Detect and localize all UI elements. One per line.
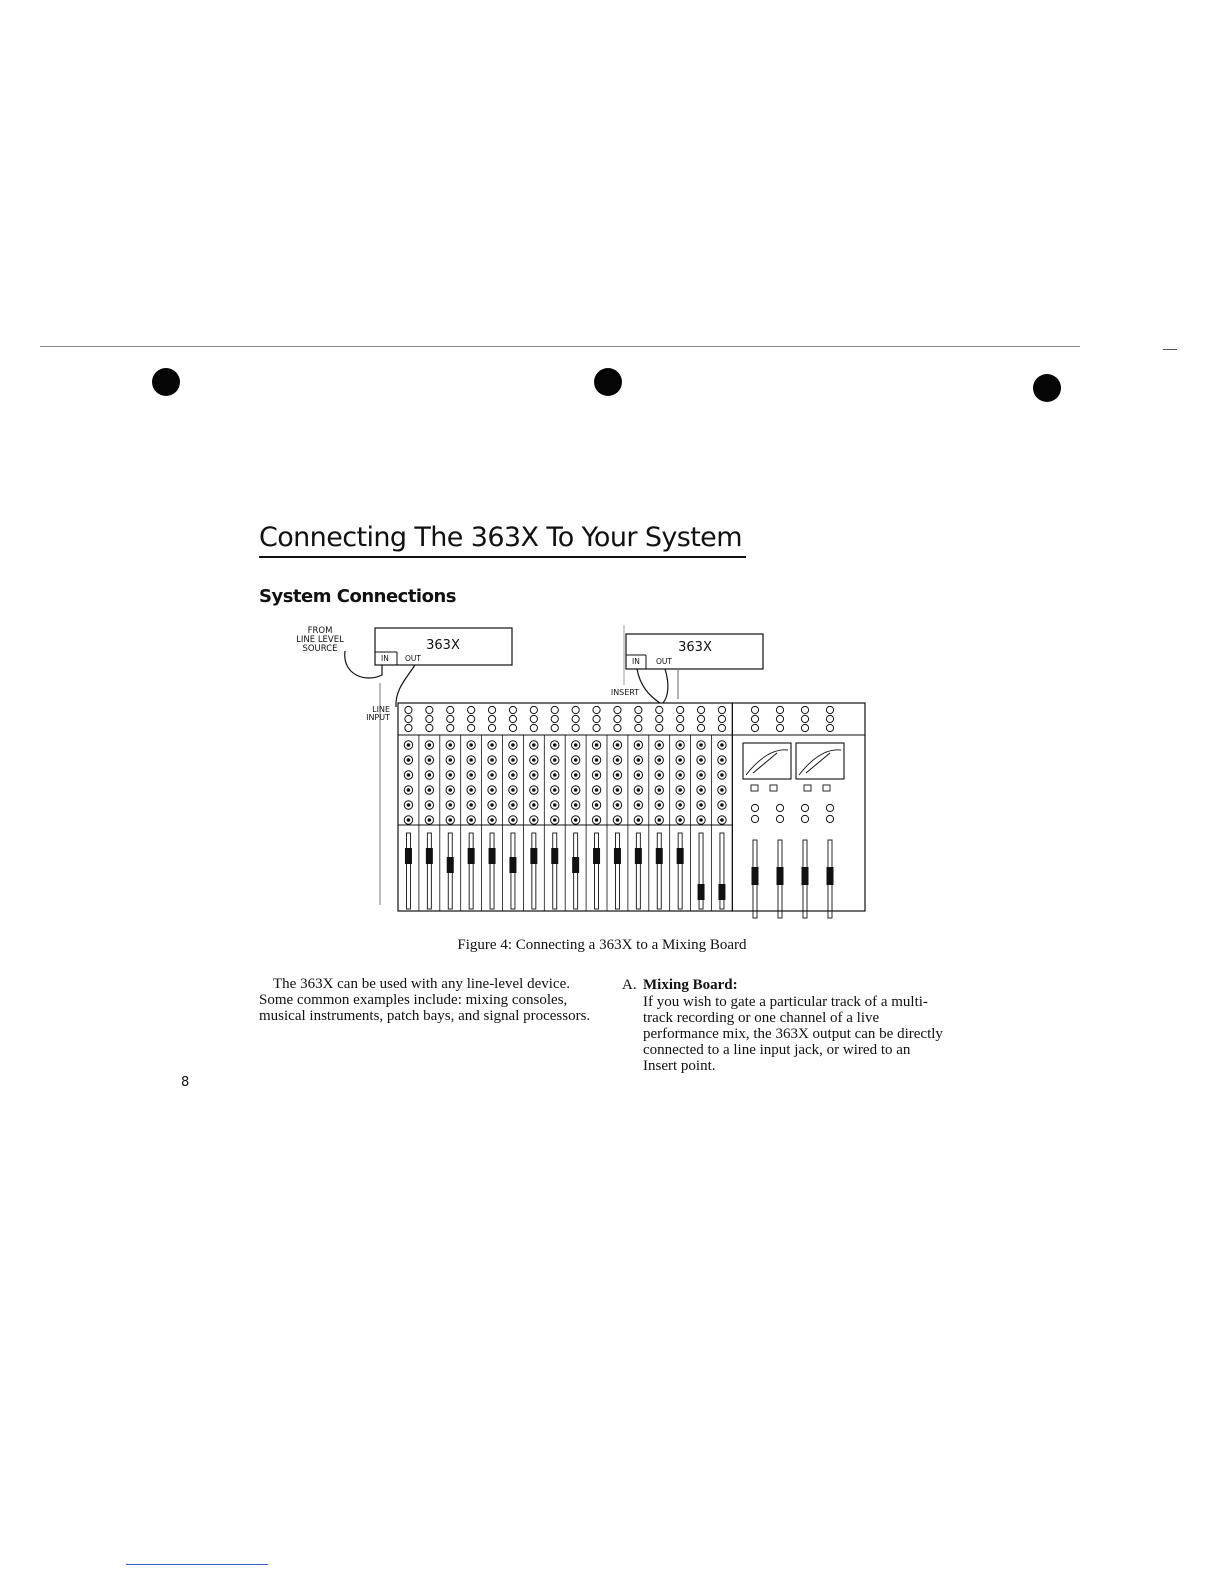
fader-cap	[405, 848, 412, 864]
fader-cap	[509, 857, 516, 873]
list-body: If you wish to gate a particular track of a multi-track recording or one channel of a live performance mix, the 363X output can be directly connected to a line input jack, or wired to an Insert point.	[643, 994, 943, 1074]
jack-circle	[677, 724, 684, 731]
meter-scale	[799, 750, 841, 775]
knob-center	[407, 773, 411, 777]
knob-center	[553, 743, 557, 747]
knob-center	[678, 803, 682, 807]
jack-circle	[530, 724, 537, 731]
fader-slot	[636, 833, 640, 909]
jack-circle	[551, 706, 558, 713]
source-label: LINE LEVEL	[296, 635, 344, 645]
knob-center	[637, 788, 641, 792]
jack-circle	[751, 724, 758, 731]
knob-center	[595, 758, 599, 762]
fader-cap	[468, 848, 475, 864]
fader-slot	[678, 833, 682, 909]
knob-center	[490, 788, 494, 792]
master-knob	[801, 815, 808, 822]
jack-circle	[488, 724, 495, 731]
jack-circle	[447, 724, 454, 731]
jack-circle	[801, 724, 808, 731]
knob-center	[657, 818, 661, 822]
knob-center	[407, 743, 411, 747]
unit-out-label-right: OUT	[656, 657, 672, 666]
knob-center	[720, 743, 724, 747]
knob-center	[511, 788, 515, 792]
section-title: Connecting The 363X To Your System	[259, 520, 746, 558]
fader-cap	[698, 884, 705, 900]
fader-slot	[615, 833, 619, 909]
master-knob	[801, 804, 808, 811]
fader-cap	[530, 848, 537, 864]
jack-circle	[614, 724, 621, 731]
jack-circle	[826, 715, 833, 722]
source-label: FROM	[307, 626, 333, 636]
knob-center	[490, 773, 494, 777]
jack-circle	[751, 715, 758, 722]
unit-name-left: 363X	[426, 638, 460, 653]
knob-center	[428, 788, 432, 792]
jack-circle	[572, 706, 579, 713]
knob-center	[553, 803, 557, 807]
knob-center	[595, 818, 599, 822]
knob-center	[637, 773, 641, 777]
knob-center	[699, 758, 703, 762]
mixing-board-diagram	[270, 615, 890, 935]
knob-center	[637, 743, 641, 747]
jack-circle	[697, 715, 704, 722]
jack-circle	[635, 724, 642, 731]
jack-circle	[468, 715, 475, 722]
jack-circle	[718, 715, 725, 722]
knob-center	[574, 758, 578, 762]
fader-slot	[490, 833, 494, 909]
jack-circle	[551, 715, 558, 722]
jack-circle	[488, 706, 495, 713]
fader-cap	[635, 848, 642, 864]
knob-center	[616, 758, 620, 762]
fader-cap	[614, 848, 621, 864]
knob-center	[511, 773, 515, 777]
knob-center	[574, 818, 578, 822]
list-heading: Mixing Board:	[643, 977, 738, 993]
list-marker: A.	[622, 977, 637, 993]
knob-center	[657, 773, 661, 777]
knob-center	[616, 773, 620, 777]
fader-cap	[777, 867, 784, 885]
knob-center	[428, 758, 432, 762]
intro-paragraph: The 363X can be used with any line-level device. Some common examples include: mixing consoles, musical instruments, patch bays, and signal processors.	[259, 976, 591, 1024]
knob-center	[448, 773, 452, 777]
registration-dot-center	[594, 368, 622, 396]
registration-dot-left	[152, 368, 180, 396]
jack-circle	[776, 724, 783, 731]
knob-center	[532, 773, 536, 777]
master-knob	[751, 815, 758, 822]
knob-center	[678, 773, 682, 777]
source-label: SOURCE	[302, 644, 338, 654]
knob-center	[469, 803, 473, 807]
meter-button	[804, 785, 811, 791]
knob-center	[490, 743, 494, 747]
knob-center	[699, 743, 703, 747]
unit-out-label-left: OUT	[405, 654, 421, 663]
jack-circle	[426, 724, 433, 731]
fader-cap	[572, 857, 579, 873]
fader-slot	[595, 833, 599, 909]
knob-center	[490, 758, 494, 762]
jack-circle	[593, 706, 600, 713]
jack-circle	[572, 724, 579, 731]
knob-center	[448, 743, 452, 747]
knob-center	[574, 788, 578, 792]
master-knob	[826, 804, 833, 811]
knob-center	[553, 788, 557, 792]
meter-button	[751, 785, 758, 791]
fader-cap	[677, 848, 684, 864]
knob-center	[616, 818, 620, 822]
jack-circle	[593, 715, 600, 722]
jack-circle	[677, 706, 684, 713]
unit-name-right: 363X	[678, 640, 712, 655]
knob-center	[407, 818, 411, 822]
knob-center	[428, 743, 432, 747]
knob-center	[553, 773, 557, 777]
line-input-label: LINE	[372, 705, 390, 714]
knob-center	[469, 818, 473, 822]
fader-cap	[827, 867, 834, 885]
jack-circle	[405, 706, 412, 713]
knob-center	[657, 743, 661, 747]
knob-center	[532, 758, 536, 762]
knob-center	[637, 758, 641, 762]
knob-center	[657, 758, 661, 762]
section-subtitle: System Connections	[259, 586, 456, 607]
line-input-label: INPUT	[366, 713, 390, 722]
edge-mark	[1163, 349, 1177, 350]
jack-circle	[718, 706, 725, 713]
fader-slot	[406, 833, 410, 909]
knob-center	[532, 818, 536, 822]
knob-center	[595, 803, 599, 807]
insert-label: INSERT	[610, 688, 640, 697]
knob-center	[616, 788, 620, 792]
knob-center	[428, 803, 432, 807]
jack-circle	[656, 706, 663, 713]
knob-center	[428, 818, 432, 822]
knob-center	[720, 758, 724, 762]
knob-center	[490, 803, 494, 807]
figure-caption: Figure 4: Connecting a 363X to a Mixing Board	[457, 937, 747, 953]
fader-slot	[553, 833, 557, 909]
jack-circle	[718, 724, 725, 731]
knob-center	[678, 788, 682, 792]
knob-center	[532, 743, 536, 747]
knob-center	[699, 803, 703, 807]
jack-circle	[405, 715, 412, 722]
knob-center	[448, 803, 452, 807]
jack-circle	[826, 724, 833, 731]
knob-center	[616, 803, 620, 807]
knob-center	[532, 788, 536, 792]
registration-dot-right	[1033, 374, 1061, 402]
knob-center	[678, 743, 682, 747]
knob-center	[511, 803, 515, 807]
jack-circle	[509, 724, 516, 731]
knob-center	[616, 743, 620, 747]
knob-center	[595, 788, 599, 792]
master-knob	[751, 804, 758, 811]
knob-center	[699, 773, 703, 777]
fader-slot	[469, 833, 473, 909]
knob-center	[532, 803, 536, 807]
jack-circle	[593, 724, 600, 731]
knob-center	[574, 743, 578, 747]
mixer-board	[398, 703, 865, 918]
knob-center	[637, 818, 641, 822]
footer-line	[126, 1564, 268, 1565]
fader-slot	[427, 833, 431, 909]
jack-circle	[530, 715, 537, 722]
fader-slot	[532, 833, 536, 909]
meter-button	[823, 785, 830, 791]
knob-center	[595, 773, 599, 777]
knob-center	[699, 818, 703, 822]
fader-cap	[551, 848, 558, 864]
knob-center	[637, 803, 641, 807]
knob-center	[720, 803, 724, 807]
fader-cap	[447, 857, 454, 873]
master-knob	[826, 815, 833, 822]
knob-center	[511, 758, 515, 762]
knob-center	[699, 788, 703, 792]
knob-center	[511, 818, 515, 822]
jack-circle	[551, 724, 558, 731]
jack-circle	[826, 706, 833, 713]
jack-circle	[656, 724, 663, 731]
knob-center	[511, 743, 515, 747]
knob-center	[448, 818, 452, 822]
fader-cap	[752, 867, 759, 885]
knob-center	[574, 773, 578, 777]
knob-center	[657, 788, 661, 792]
jack-circle	[751, 706, 758, 713]
unit-in-label-right: IN	[632, 657, 640, 666]
meter-scale	[746, 750, 788, 775]
jack-circle	[776, 706, 783, 713]
knob-center	[553, 758, 557, 762]
top-rule	[40, 346, 1080, 347]
jack-circle	[697, 706, 704, 713]
jack-circle	[801, 715, 808, 722]
knob-center	[469, 773, 473, 777]
knob-center	[678, 758, 682, 762]
knob-center	[407, 788, 411, 792]
jack-circle	[801, 706, 808, 713]
jack-circle	[509, 715, 516, 722]
knob-center	[448, 758, 452, 762]
jack-circle	[614, 706, 621, 713]
fader-slot	[657, 833, 661, 909]
jack-circle	[635, 706, 642, 713]
knob-center	[469, 743, 473, 747]
knob-center	[678, 818, 682, 822]
jack-circle	[426, 706, 433, 713]
jack-circle	[447, 715, 454, 722]
knob-center	[448, 788, 452, 792]
jack-circle	[530, 706, 537, 713]
knob-center	[428, 773, 432, 777]
unit-in-label-left: IN	[381, 654, 389, 663]
knob-center	[407, 803, 411, 807]
fader-cap	[593, 848, 600, 864]
jack-circle	[468, 724, 475, 731]
page-number: 8	[181, 1075, 190, 1090]
jack-circle	[447, 706, 454, 713]
knob-center	[720, 788, 724, 792]
fader-cap	[426, 848, 433, 864]
knob-center	[574, 803, 578, 807]
master-knob	[776, 804, 783, 811]
meter-button	[770, 785, 777, 791]
master-knob	[776, 815, 783, 822]
jack-circle	[677, 715, 684, 722]
fader-cap	[656, 848, 663, 864]
jack-circle	[656, 715, 663, 722]
fader-cap	[489, 848, 496, 864]
jack-circle	[776, 715, 783, 722]
knob-center	[469, 788, 473, 792]
jack-circle	[426, 715, 433, 722]
jack-circle	[635, 715, 642, 722]
fader-cap	[718, 884, 725, 900]
knob-center	[595, 743, 599, 747]
jack-circle	[488, 715, 495, 722]
knob-center	[407, 758, 411, 762]
knob-center	[720, 818, 724, 822]
jack-circle	[614, 715, 621, 722]
jack-circle	[509, 706, 516, 713]
knob-center	[553, 818, 557, 822]
jack-circle	[405, 724, 412, 731]
knob-center	[469, 758, 473, 762]
knob-center	[720, 773, 724, 777]
jack-circle	[572, 715, 579, 722]
jack-circle	[468, 706, 475, 713]
knob-center	[657, 803, 661, 807]
fader-cap	[802, 867, 809, 885]
jack-circle	[697, 724, 704, 731]
knob-center	[490, 818, 494, 822]
